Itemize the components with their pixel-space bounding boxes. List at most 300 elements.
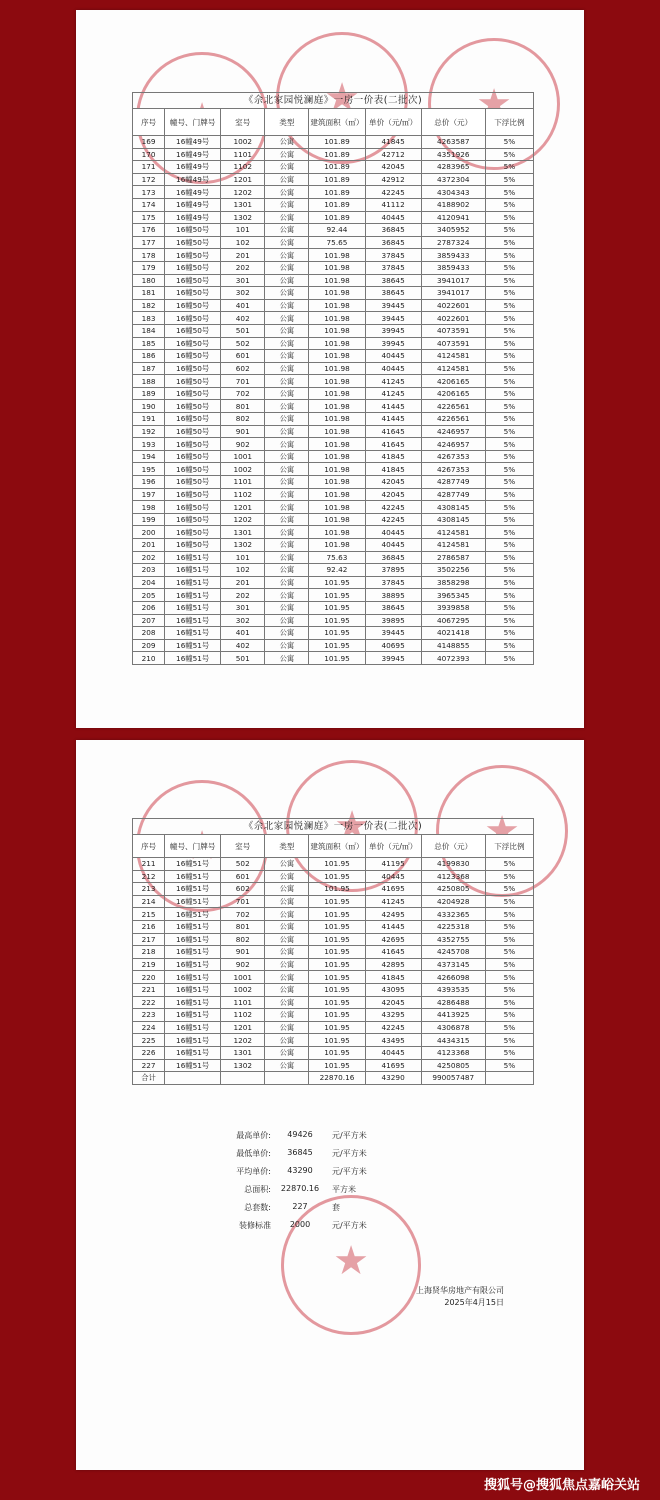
table-cell: 16幢51号 bbox=[165, 1009, 221, 1022]
table-cell: 41445 bbox=[365, 400, 421, 413]
table-cell: 214 bbox=[133, 895, 165, 908]
table-cell: 38645 bbox=[365, 601, 421, 614]
table-cell: 1101 bbox=[221, 996, 265, 1009]
table-cell: 16幢51号 bbox=[165, 858, 221, 871]
table-cell: 2786587 bbox=[421, 551, 485, 564]
table-cell: 37845 bbox=[365, 576, 421, 589]
table-cell: 16幢51号 bbox=[165, 920, 221, 933]
table-cell: 42495 bbox=[365, 908, 421, 921]
table-row bbox=[133, 1021, 534, 1034]
summary-label: 总面积: bbox=[244, 1185, 271, 1194]
table-cell: 1002 bbox=[221, 463, 265, 476]
table-cell: 4022601 bbox=[421, 299, 485, 312]
table-row bbox=[133, 236, 534, 249]
table-cell: 公寓 bbox=[265, 324, 309, 337]
table-cell: 42045 bbox=[365, 476, 421, 489]
table-cell: 195 bbox=[133, 463, 165, 476]
table-cell: 4332365 bbox=[421, 908, 485, 921]
table-row bbox=[133, 488, 534, 501]
table-cell: 211 bbox=[133, 858, 165, 871]
table-cell: 40445 bbox=[365, 211, 421, 224]
table-cell: 402 bbox=[221, 312, 265, 325]
table-cell: 227 bbox=[133, 1059, 165, 1072]
table-cell: 公寓 bbox=[265, 488, 309, 501]
table-cell: 1202 bbox=[221, 1034, 265, 1047]
table-cell: 101.95 bbox=[309, 1009, 365, 1022]
table-cell: 101.89 bbox=[309, 186, 365, 199]
table-cell: 公寓 bbox=[265, 920, 309, 933]
table-cell: 1201 bbox=[221, 1021, 265, 1034]
table-cell: 16幢50号 bbox=[165, 488, 221, 501]
table-cell: 5% bbox=[485, 551, 533, 564]
table-cell: 16幢51号 bbox=[165, 971, 221, 984]
header-cell: 幢号、门牌号 bbox=[165, 109, 221, 136]
table-row bbox=[133, 413, 534, 426]
table-cell: 185 bbox=[133, 337, 165, 350]
table-cell: 5% bbox=[485, 198, 533, 211]
table-cell: 5% bbox=[485, 324, 533, 337]
table-cell: 4124581 bbox=[421, 539, 485, 552]
table-cell: 5% bbox=[485, 883, 533, 896]
table-cell: 5% bbox=[485, 1034, 533, 1047]
table-cell: 101.89 bbox=[309, 198, 365, 211]
table-row bbox=[133, 1046, 534, 1059]
table-cell: 4073591 bbox=[421, 324, 485, 337]
table-cell: 5% bbox=[485, 312, 533, 325]
totals-cell bbox=[221, 1072, 265, 1085]
table-cell: 公寓 bbox=[265, 362, 309, 375]
table-cell: 16幢51号 bbox=[165, 627, 221, 640]
summary-label: 最高单价: bbox=[236, 1131, 271, 1140]
table-cell: 101.95 bbox=[309, 983, 365, 996]
table-cell: 39945 bbox=[365, 324, 421, 337]
table-cell: 4148855 bbox=[421, 639, 485, 652]
table-cell: 43295 bbox=[365, 1009, 421, 1022]
table-cell: 38645 bbox=[365, 287, 421, 300]
table-cell: 3859433 bbox=[421, 261, 485, 274]
table-cell: 公寓 bbox=[265, 627, 309, 640]
table-cell: 101.95 bbox=[309, 614, 365, 627]
table-row bbox=[133, 186, 534, 199]
table-row bbox=[133, 908, 534, 921]
table-cell: 169 bbox=[133, 136, 165, 149]
table-cell: 92.44 bbox=[309, 224, 365, 237]
totals-cell: 合计 bbox=[133, 1072, 165, 1085]
table-cell: 502 bbox=[221, 337, 265, 350]
table-cell: 4246957 bbox=[421, 425, 485, 438]
totals-cell bbox=[265, 1072, 309, 1085]
table-cell: 701 bbox=[221, 375, 265, 388]
table-cell: 224 bbox=[133, 1021, 165, 1034]
table-cell: 174 bbox=[133, 198, 165, 211]
table-cell: 41245 bbox=[365, 895, 421, 908]
table-cell: 1202 bbox=[221, 513, 265, 526]
table-cell: 1301 bbox=[221, 198, 265, 211]
table-cell: 4263587 bbox=[421, 136, 485, 149]
table-cell: 38895 bbox=[365, 589, 421, 602]
table-row bbox=[133, 601, 534, 614]
table-cell: 4123368 bbox=[421, 1046, 485, 1059]
table-cell: 16幢50号 bbox=[165, 463, 221, 476]
table-cell: 101.98 bbox=[309, 261, 365, 274]
table-cell: 16幢51号 bbox=[165, 958, 221, 971]
table-cell: 502 bbox=[221, 858, 265, 871]
table-cell: 4188902 bbox=[421, 198, 485, 211]
totals-cell bbox=[485, 1072, 533, 1085]
table-cell: 5% bbox=[485, 996, 533, 1009]
table-cell: 201 bbox=[221, 576, 265, 589]
table-cell: 41112 bbox=[365, 198, 421, 211]
summary-unit: 平方米 bbox=[332, 1185, 356, 1194]
table-cell: 公寓 bbox=[265, 299, 309, 312]
table-cell: 178 bbox=[133, 249, 165, 262]
table-cell: 401 bbox=[221, 627, 265, 640]
table-cell: 101.98 bbox=[309, 501, 365, 514]
table-cell: 171 bbox=[133, 161, 165, 174]
table-cell: 5% bbox=[485, 161, 533, 174]
table-cell: 188 bbox=[133, 375, 165, 388]
table-cell: 5% bbox=[485, 1046, 533, 1059]
table-cell: 702 bbox=[221, 387, 265, 400]
table-cell: 41845 bbox=[365, 136, 421, 149]
table-cell: 92.42 bbox=[309, 564, 365, 577]
table-cell: 101.95 bbox=[309, 589, 365, 602]
table-cell: 101.95 bbox=[309, 958, 365, 971]
table-cell: 4393535 bbox=[421, 983, 485, 996]
table-cell: 601 bbox=[221, 870, 265, 883]
table-cell: 42695 bbox=[365, 933, 421, 946]
table-cell: 101.98 bbox=[309, 438, 365, 451]
table-row bbox=[133, 463, 534, 476]
table-cell: 40695 bbox=[365, 639, 421, 652]
table-cell: 1001 bbox=[221, 450, 265, 463]
table-cell: 5% bbox=[485, 983, 533, 996]
table-cell: 公寓 bbox=[265, 261, 309, 274]
table-cell: 5% bbox=[485, 173, 533, 186]
table-cell: 16幢50号 bbox=[165, 425, 221, 438]
table-cell: 4434315 bbox=[421, 1034, 485, 1047]
table-cell: 16幢51号 bbox=[165, 576, 221, 589]
table-cell: 公寓 bbox=[265, 908, 309, 921]
table-cell: 5% bbox=[485, 476, 533, 489]
table-cell: 175 bbox=[133, 211, 165, 224]
table-row bbox=[133, 161, 534, 174]
table-cell: 901 bbox=[221, 425, 265, 438]
table-row bbox=[133, 425, 534, 438]
table-cell: 公寓 bbox=[265, 136, 309, 149]
table-cell: 42045 bbox=[365, 488, 421, 501]
table-cell: 公寓 bbox=[265, 971, 309, 984]
table-cell: 5% bbox=[485, 350, 533, 363]
table-cell: 公寓 bbox=[265, 387, 309, 400]
table-cell: 16幢50号 bbox=[165, 539, 221, 552]
table-cell: 198 bbox=[133, 501, 165, 514]
table-cell: 3941017 bbox=[421, 287, 485, 300]
table-cell: 公寓 bbox=[265, 895, 309, 908]
table-cell: 公寓 bbox=[265, 350, 309, 363]
table-cell: 101.98 bbox=[309, 526, 365, 539]
table-cell: 5% bbox=[485, 627, 533, 640]
table-row bbox=[133, 136, 534, 149]
header-cell: 下浮比例 bbox=[485, 835, 533, 858]
table-cell: 5% bbox=[485, 488, 533, 501]
table-cell: 226 bbox=[133, 1046, 165, 1059]
table-cell: 4250805 bbox=[421, 1059, 485, 1072]
table-row bbox=[133, 576, 534, 589]
table-cell: 公寓 bbox=[265, 539, 309, 552]
table-cell: 公寓 bbox=[265, 551, 309, 564]
table-cell: 201 bbox=[133, 539, 165, 552]
table-cell: 1302 bbox=[221, 211, 265, 224]
table-cell: 41695 bbox=[365, 883, 421, 896]
table-cell: 3405952 bbox=[421, 224, 485, 237]
table-cell: 302 bbox=[221, 614, 265, 627]
table-cell: 5% bbox=[485, 400, 533, 413]
table-row bbox=[133, 513, 534, 526]
table-cell: 41245 bbox=[365, 375, 421, 388]
table-cell: 101.95 bbox=[309, 1034, 365, 1047]
table-cell: 101.98 bbox=[309, 299, 365, 312]
table-cell: 5% bbox=[485, 463, 533, 476]
table-cell: 16幢50号 bbox=[165, 287, 221, 300]
table-row bbox=[133, 526, 534, 539]
table-cell: 公寓 bbox=[265, 983, 309, 996]
summary-unit: 元/平方米 bbox=[332, 1167, 367, 1176]
table-cell: 公寓 bbox=[265, 1021, 309, 1034]
table-row bbox=[133, 946, 534, 959]
table-cell: 184 bbox=[133, 324, 165, 337]
table-cell: 101.98 bbox=[309, 312, 365, 325]
table-cell: 公寓 bbox=[265, 274, 309, 287]
table-row bbox=[133, 501, 534, 514]
summary-unit: 套 bbox=[332, 1203, 340, 1212]
table-cell: 40445 bbox=[365, 870, 421, 883]
table-row bbox=[133, 337, 534, 350]
table-cell: 5% bbox=[485, 589, 533, 602]
table-cell: 4124581 bbox=[421, 350, 485, 363]
table-cell: 40445 bbox=[365, 539, 421, 552]
table-cell: 16幢49号 bbox=[165, 186, 221, 199]
table-row bbox=[133, 287, 534, 300]
table-cell: 101.95 bbox=[309, 652, 365, 665]
summary-label: 平均单价: bbox=[236, 1167, 271, 1176]
header-cell: 建筑面积（㎡） bbox=[309, 109, 365, 136]
table-cell: 5% bbox=[485, 946, 533, 959]
table-cell: 41445 bbox=[365, 413, 421, 426]
table-cell: 200 bbox=[133, 526, 165, 539]
header-cell: 幢号、门牌号 bbox=[165, 835, 221, 858]
summary-unit: 元/平方米 bbox=[332, 1221, 367, 1230]
table-cell: 16幢51号 bbox=[165, 883, 221, 896]
table-cell: 4245708 bbox=[421, 946, 485, 959]
table-cell: 5% bbox=[485, 971, 533, 984]
table-cell: 1002 bbox=[221, 983, 265, 996]
table-cell: 802 bbox=[221, 933, 265, 946]
table-cell: 225 bbox=[133, 1034, 165, 1047]
table-cell: 207 bbox=[133, 614, 165, 627]
table-cell: 16幢50号 bbox=[165, 400, 221, 413]
table-cell: 101.98 bbox=[309, 450, 365, 463]
table-cell: 41195 bbox=[365, 858, 421, 871]
summary-value: 49426 bbox=[287, 1130, 313, 1139]
header-cell: 序号 bbox=[133, 109, 165, 136]
table-cell: 4072393 bbox=[421, 652, 485, 665]
table-cell: 公寓 bbox=[265, 1009, 309, 1022]
table-row bbox=[133, 400, 534, 413]
table-row bbox=[133, 858, 534, 871]
company-seal-stamp bbox=[281, 1195, 421, 1335]
table-cell: 1102 bbox=[221, 161, 265, 174]
table-cell: 210 bbox=[133, 652, 165, 665]
table-cell: 101.98 bbox=[309, 350, 365, 363]
summary-value: 22870.16 bbox=[280, 1184, 320, 1193]
table-cell: 1302 bbox=[221, 539, 265, 552]
table-cell: 101.98 bbox=[309, 488, 365, 501]
table-cell: 37895 bbox=[365, 564, 421, 577]
table-cell: 16幢51号 bbox=[165, 564, 221, 577]
table-cell: 16幢51号 bbox=[165, 933, 221, 946]
table-cell: 4352755 bbox=[421, 933, 485, 946]
table-cell: 16幢50号 bbox=[165, 387, 221, 400]
table-cell: 4286488 bbox=[421, 996, 485, 1009]
table-cell: 公寓 bbox=[265, 413, 309, 426]
table-row bbox=[133, 627, 534, 640]
table-cell: 197 bbox=[133, 488, 165, 501]
table-cell: 182 bbox=[133, 299, 165, 312]
table-cell: 40445 bbox=[365, 526, 421, 539]
table-cell: 191 bbox=[133, 413, 165, 426]
table-cell: 4351926 bbox=[421, 148, 485, 161]
table-cell: 16幢49号 bbox=[165, 136, 221, 149]
table-cell: 16幢50号 bbox=[165, 350, 221, 363]
table-cell: 4021418 bbox=[421, 627, 485, 640]
table-cell: 101.95 bbox=[309, 858, 365, 871]
table-cell: 206 bbox=[133, 601, 165, 614]
table-row bbox=[133, 299, 534, 312]
table-cell: 3939858 bbox=[421, 601, 485, 614]
table-cell: 5% bbox=[485, 362, 533, 375]
table-cell: 5% bbox=[485, 958, 533, 971]
table-cell: 203 bbox=[133, 564, 165, 577]
table-cell: 101.98 bbox=[309, 400, 365, 413]
table-cell: 101.95 bbox=[309, 639, 365, 652]
table-cell: 3941017 bbox=[421, 274, 485, 287]
header-cell: 单价（元/㎡） bbox=[365, 109, 421, 136]
table-cell: 41645 bbox=[365, 438, 421, 451]
table-cell: 41645 bbox=[365, 425, 421, 438]
table-cell: 702 bbox=[221, 908, 265, 921]
header-cell: 单价（元/㎡） bbox=[365, 835, 421, 858]
table-cell: 75.65 bbox=[309, 236, 365, 249]
table-row bbox=[133, 920, 534, 933]
table-cell: 5% bbox=[485, 513, 533, 526]
table-cell: 101.98 bbox=[309, 324, 365, 337]
table-cell: 5% bbox=[485, 387, 533, 400]
table-cell: 16幢50号 bbox=[165, 450, 221, 463]
table-cell: 1101 bbox=[221, 148, 265, 161]
company-signature bbox=[369, 1285, 504, 1309]
table-cell: 公寓 bbox=[265, 601, 309, 614]
table-cell: 75.63 bbox=[309, 551, 365, 564]
table-cell: 4022601 bbox=[421, 312, 485, 325]
table-cell: 101.95 bbox=[309, 627, 365, 640]
table-cell: 3965345 bbox=[421, 589, 485, 602]
table-cell: 16幢50号 bbox=[165, 324, 221, 337]
table-cell: 101.98 bbox=[309, 362, 365, 375]
table-cell: 43495 bbox=[365, 1034, 421, 1047]
table-cell: 16幢50号 bbox=[165, 438, 221, 451]
table-row bbox=[133, 261, 534, 274]
table-row bbox=[133, 971, 534, 984]
table-cell: 4123368 bbox=[421, 870, 485, 883]
table-cell: 2787324 bbox=[421, 236, 485, 249]
table-cell: 202 bbox=[133, 551, 165, 564]
table-cell: 1002 bbox=[221, 136, 265, 149]
table-cell: 101.89 bbox=[309, 211, 365, 224]
table-row bbox=[133, 198, 534, 211]
price-sheet-page-1 bbox=[76, 10, 584, 728]
table-cell: 1001 bbox=[221, 971, 265, 984]
table-cell: 5% bbox=[485, 639, 533, 652]
table-cell: 101.95 bbox=[309, 601, 365, 614]
table-cell: 101.98 bbox=[309, 425, 365, 438]
table-cell: 183 bbox=[133, 312, 165, 325]
summary-value: 36845 bbox=[287, 1148, 313, 1157]
table-cell: 201 bbox=[221, 249, 265, 262]
table-row bbox=[133, 438, 534, 451]
table-cell: 5% bbox=[485, 908, 533, 921]
issue-date: 2025年4月15日 bbox=[444, 1298, 504, 1307]
table-cell: 5% bbox=[485, 1021, 533, 1034]
table-cell: 101.89 bbox=[309, 136, 365, 149]
table-cell: 4308145 bbox=[421, 513, 485, 526]
table-cell: 4267353 bbox=[421, 463, 485, 476]
table-cell: 16幢51号 bbox=[165, 870, 221, 883]
table-cell: 41645 bbox=[365, 946, 421, 959]
table-cell: 5% bbox=[485, 920, 533, 933]
table-cell: 16幢51号 bbox=[165, 946, 221, 959]
header-cell: 序号 bbox=[133, 835, 165, 858]
table-cell: 173 bbox=[133, 186, 165, 199]
table-row bbox=[133, 639, 534, 652]
table-cell: 217 bbox=[133, 933, 165, 946]
table-cell: 公寓 bbox=[265, 400, 309, 413]
table-cell: 101.98 bbox=[309, 387, 365, 400]
table-cell: 16幢50号 bbox=[165, 224, 221, 237]
table-row bbox=[133, 375, 534, 388]
table-row bbox=[133, 476, 534, 489]
table-cell: 16幢50号 bbox=[165, 513, 221, 526]
table-cell: 4226561 bbox=[421, 413, 485, 426]
totals-cell: 990057487 bbox=[421, 1072, 485, 1085]
table-cell: 40445 bbox=[365, 362, 421, 375]
table-cell: 41845 bbox=[365, 450, 421, 463]
table-cell: 4304343 bbox=[421, 186, 485, 199]
table-cell: 180 bbox=[133, 274, 165, 287]
table-row bbox=[133, 249, 534, 262]
table-row bbox=[133, 983, 534, 996]
table-cell: 801 bbox=[221, 920, 265, 933]
summary-unit: 元/平方米 bbox=[332, 1131, 367, 1140]
table-row bbox=[133, 387, 534, 400]
table-cell: 216 bbox=[133, 920, 165, 933]
table-cell: 1301 bbox=[221, 526, 265, 539]
table-cell: 公寓 bbox=[265, 425, 309, 438]
table-cell: 1201 bbox=[221, 501, 265, 514]
table-cell: 16幢50号 bbox=[165, 236, 221, 249]
table-cell: 40445 bbox=[365, 1046, 421, 1059]
table-cell: 公寓 bbox=[265, 173, 309, 186]
